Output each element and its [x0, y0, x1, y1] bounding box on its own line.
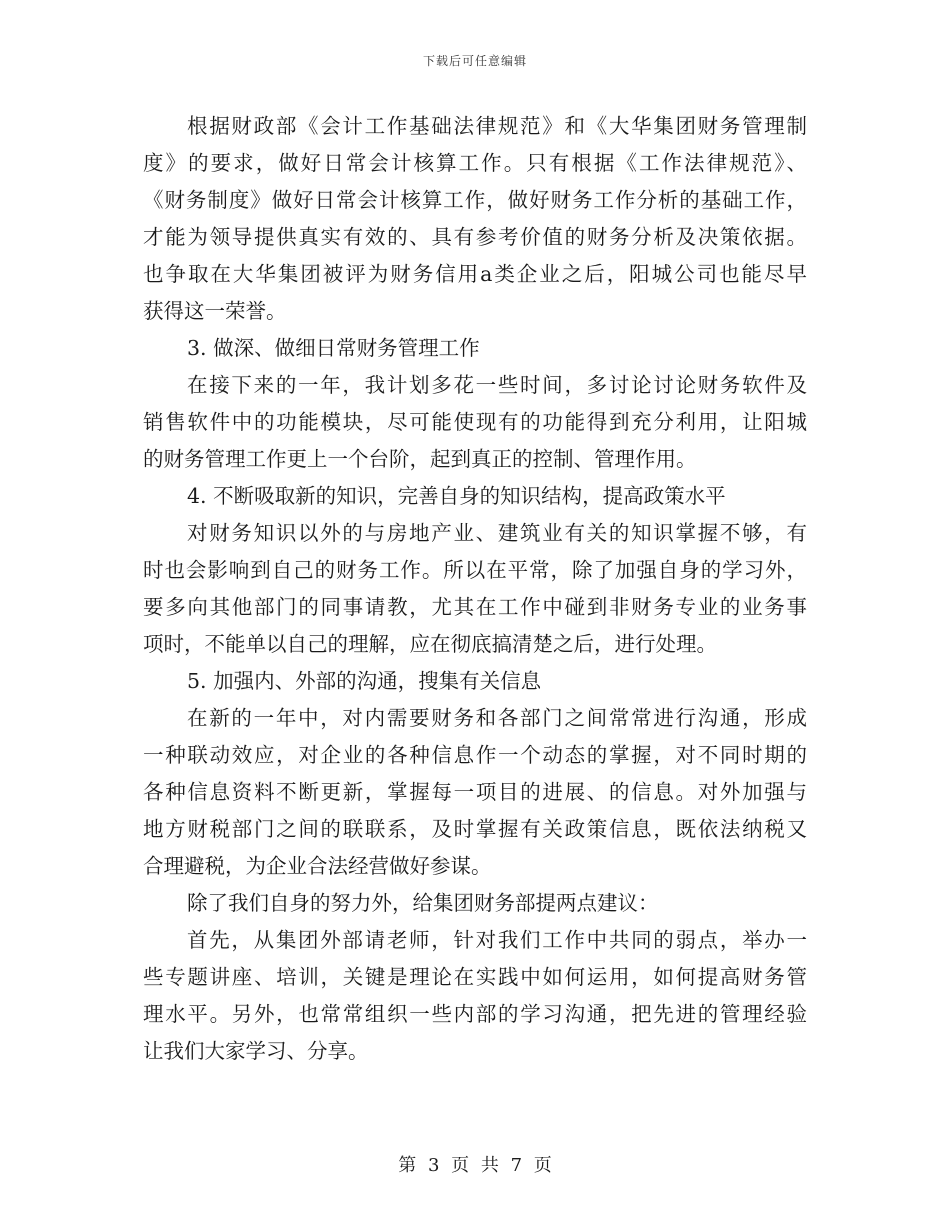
- text-line: 一种联动效应，对企业的各种信息作一个动态的掌握，对不同时期的: [143, 743, 807, 767]
- text-line: 根据财政部《会计工作基础法律规范》和《大华集团财务管理制: [187, 114, 807, 138]
- text-line: 度》的要求，做好日常会计核算工作。只有根据《工作法律规范》、: [143, 151, 807, 175]
- text-line: 《财务制度》做好日常会计核算工作，做好财务工作分析的基础工作，: [143, 188, 807, 212]
- text-line: 在接下来的一年，我计划多花一些时间，多讨论讨论财务软件及: [187, 373, 807, 397]
- header-note: 下载后可任意编辑: [422, 54, 527, 68]
- text-line: 时也会影响到自己的财务工作。所以在平常，除了加强自身的学习外，: [143, 558, 807, 582]
- text-line: 也争取在大华集团被评为财务信用a类企业之后，阳城公司也能尽早: [143, 262, 807, 286]
- text-line: 除了我们自身的努力外，给集团财务部提两点建议：: [187, 891, 659, 915]
- text-line: 的财务管理工作更上一个台阶，起到真正的控制、管理作用。: [143, 447, 697, 471]
- text-line: 销售软件中的功能模块，尽可能使现有的功能得到充分利用，让阳城: [143, 410, 807, 434]
- text-line: 首先，从集团外部请老师，针对我们工作中共同的弱点，举办一: [187, 928, 807, 952]
- text-line: 合理避税，为企业合法经营做好参谋。: [143, 854, 492, 878]
- text-line: 4. 不断吸取新的知识，完善自身的知识结构，提高政策水平: [187, 484, 726, 508]
- text-line: 项时，不能单以自己的理解，应在彻底搞清楚之后，进行处理。: [143, 632, 717, 656]
- text-line: 各种信息资料不断更新，掌握每一项目的进展、的信息。对外加强与: [143, 780, 807, 804]
- text-line: 获得这一荣誉。: [143, 299, 287, 323]
- document-body: [143, 108, 807, 1070]
- text-line: 理水平。另外，也常常组织一些内部的学习沟通，把先进的管理经验: [143, 1002, 807, 1026]
- text-line: 对财务知识以外的与房地产业、建筑业有关的知识掌握不够，有: [187, 521, 807, 545]
- text-line: 些专题讲座、培训，关键是理论在实践中如何运用，如何提高财务管: [143, 965, 807, 989]
- text-line: 地方财税部门之间的联联系，及时掌握有关政策信息，既依法纳税又: [143, 817, 807, 841]
- text-line: 5. 加强内、外部的沟通，搜集有关信息: [187, 669, 542, 693]
- text-line: 让我们大家学习、分享。: [143, 1039, 369, 1063]
- text-line: 在新的一年中，对内需要财务和各部门之间常常进行沟通，形成: [187, 706, 807, 730]
- text-line: 才能为领导提供真实有效的、具有参考价值的财务分析及决策依据。: [143, 225, 807, 249]
- text-line: 3. 做深、做细日常财务管理工作: [187, 336, 480, 360]
- text-line: 要多向其他部门的同事请教，尤其在工作中碰到非财务专业的业务事: [143, 595, 807, 619]
- page-number-footer: 第 3 页 共 7 页: [398, 1155, 552, 1176]
